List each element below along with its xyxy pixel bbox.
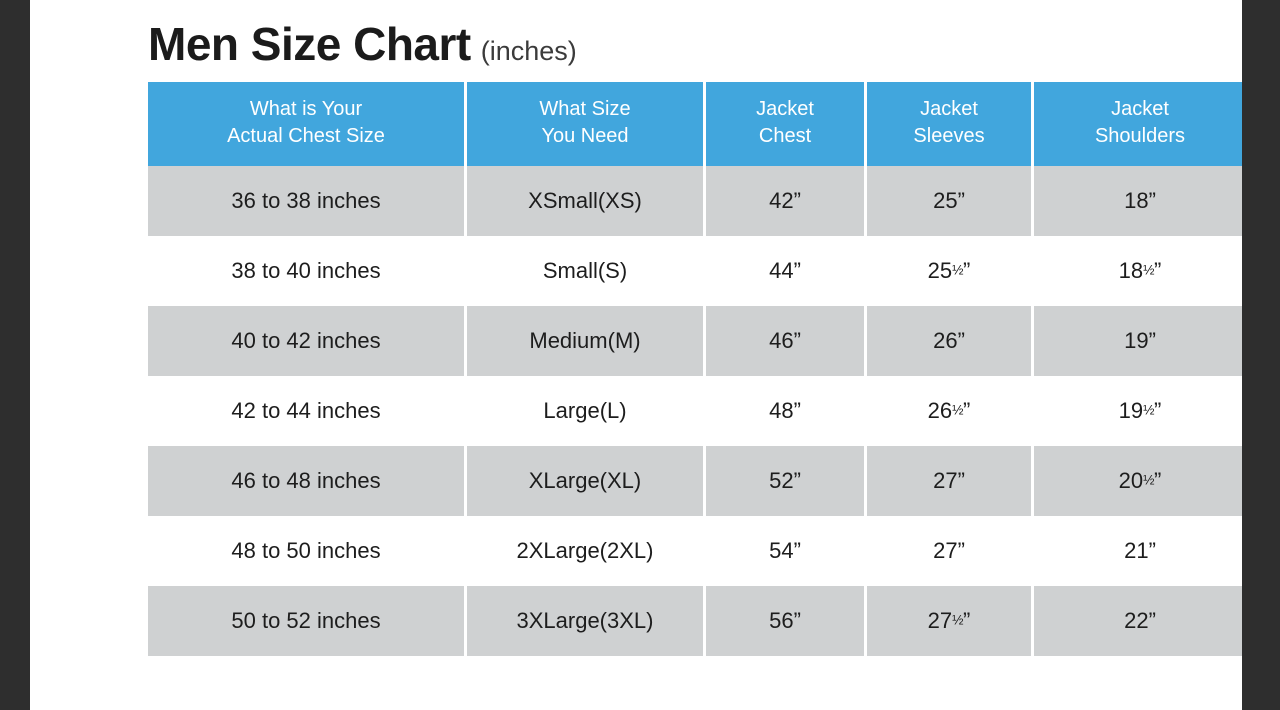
right-background-bar	[1242, 0, 1280, 710]
cell-chest-size: 38 to 40 inches	[148, 236, 466, 306]
table-row	[148, 376, 1246, 446]
column-header-line1: Jacket	[1111, 98, 1169, 121]
cell-size-needed: XLarge(XL)	[466, 446, 705, 516]
page-title	[148, 0, 1194, 82]
cell-jacket-chest: 44”	[705, 236, 866, 306]
cell-jacket-sleeves: 26”	[866, 306, 1033, 376]
cell-jacket-shoulders: 19½”	[1033, 376, 1247, 446]
cell-jacket-sleeves: 27”	[866, 446, 1033, 516]
page-title-unit: (inches)	[480, 36, 577, 66]
column-header-jacket-shoulders	[1033, 82, 1247, 166]
column-header-size-you-need	[466, 82, 705, 166]
cell-chest-size: 46 to 48 inches	[148, 446, 466, 516]
cell-jacket-chest: 42”	[705, 166, 866, 236]
cell-chest-size: 50 to 52 inches	[148, 586, 466, 656]
column-header-jacket-chest	[705, 82, 866, 166]
bottom-spacer	[148, 656, 1194, 696]
table-row	[148, 516, 1246, 586]
document-sheet	[30, 0, 1242, 710]
table-header	[148, 82, 1246, 166]
column-header-line2: Shoulders	[1094, 125, 1186, 148]
column-header-line2: Chest	[758, 125, 812, 148]
cell-jacket-chest: 52”	[705, 446, 866, 516]
cell-jacket-shoulders: 20½”	[1033, 446, 1247, 516]
cell-jacket-chest: 56”	[705, 586, 866, 656]
table-row	[148, 586, 1246, 656]
column-header-line1: Jacket	[756, 98, 814, 121]
cell-jacket-sleeves: 27½”	[866, 586, 1033, 656]
cell-size-needed: 3XLarge(3XL)	[466, 586, 705, 656]
table-row	[148, 236, 1246, 306]
size-chart-table	[148, 82, 1246, 656]
column-header-line1: What is Your	[249, 98, 363, 121]
column-header-line2: Actual Chest Size	[227, 125, 385, 148]
column-header-actual-chest-size	[148, 82, 466, 166]
column-header-line1: What Size	[539, 98, 631, 121]
table-header-row	[148, 82, 1246, 166]
cell-size-needed: XSmall(XS)	[466, 166, 705, 236]
cell-chest-size: 40 to 42 inches	[148, 306, 466, 376]
cell-size-needed: Small(S)	[466, 236, 705, 306]
column-header-jacket-sleeves	[866, 82, 1033, 166]
cell-size-needed: 2XLarge(2XL)	[466, 516, 705, 586]
cell-jacket-shoulders: 18”	[1033, 166, 1247, 236]
left-background-bar	[0, 0, 30, 710]
table-row	[148, 166, 1246, 236]
cell-chest-size: 42 to 44 inches	[148, 376, 466, 446]
cell-jacket-sleeves: 25”	[866, 166, 1033, 236]
page-title-text: Men Size Chart	[148, 18, 471, 70]
cell-size-needed: Medium(M)	[466, 306, 705, 376]
cell-jacket-chest: 54”	[705, 516, 866, 586]
cell-jacket-shoulders: 21”	[1033, 516, 1247, 586]
cell-jacket-sleeves: 26½”	[866, 376, 1033, 446]
table-body	[148, 166, 1246, 656]
table-row	[148, 306, 1246, 376]
column-header-line2: You Need	[541, 125, 629, 148]
cell-chest-size: 36 to 38 inches	[148, 166, 466, 236]
document-content	[148, 0, 1194, 696]
table-row	[148, 446, 1246, 516]
cell-jacket-shoulders: 18½”	[1033, 236, 1247, 306]
cell-jacket-chest: 48”	[705, 376, 866, 446]
cell-chest-size: 48 to 50 inches	[148, 516, 466, 586]
column-header-line2: Sleeves	[913, 125, 985, 148]
cell-jacket-sleeves: 27”	[866, 516, 1033, 586]
cell-jacket-shoulders: 22”	[1033, 586, 1247, 656]
cell-jacket-shoulders: 19”	[1033, 306, 1247, 376]
cell-size-needed: Large(L)	[466, 376, 705, 446]
cell-jacket-sleeves: 25½”	[866, 236, 1033, 306]
column-header-line1: Jacket	[920, 98, 978, 121]
cell-jacket-chest: 46”	[705, 306, 866, 376]
